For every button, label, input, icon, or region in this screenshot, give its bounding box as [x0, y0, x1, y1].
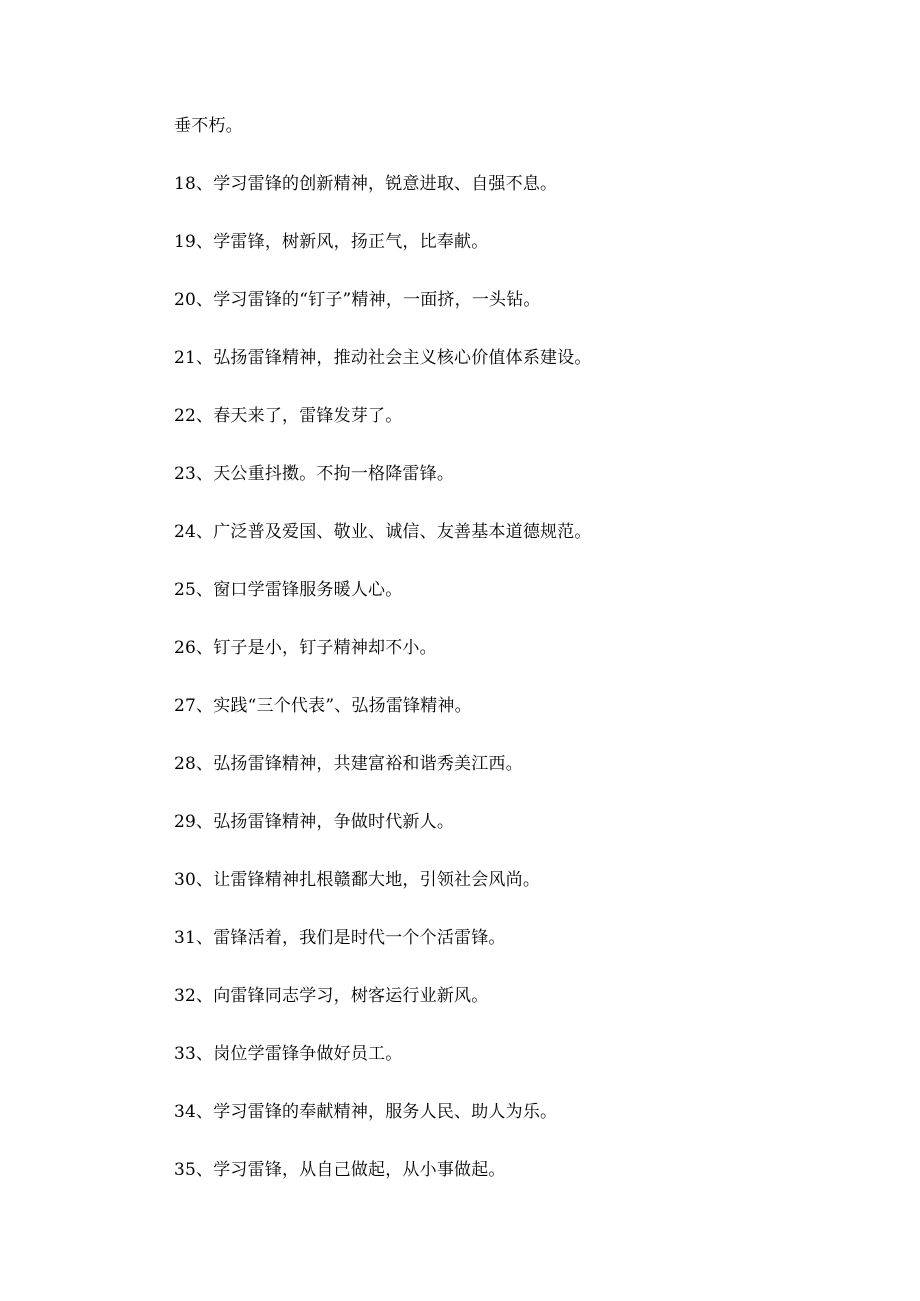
list-item: 19、学雷锋，树新风，扬正气，比奉献。	[174, 232, 489, 252]
list-item: 23、天公重抖擞。不拘一格降雷锋。	[174, 464, 455, 484]
list-item: 21、弘扬雷锋精神，推动社会主义核心价值体系建设。	[174, 348, 592, 368]
list-item: 29、弘扬雷锋精神，争做时代新人。	[174, 812, 455, 832]
list-item: 25、窗口学雷锋服务暖人心。	[174, 580, 403, 600]
list-item: 28、弘扬雷锋精神，共建富裕和谐秀美江西。	[174, 754, 523, 774]
list-item: 35、学习雷锋，从自己做起，从小事做起。	[174, 1160, 506, 1180]
list-item: 24、广泛普及爱国、敬业、诚信、友善基本道德规范。	[174, 522, 592, 542]
list-item: 34、学习雷锋的奉献精神，服务人民、助人为乐。	[174, 1102, 558, 1122]
text-line: 垂不朽。	[174, 116, 243, 136]
list-item: 18、学习雷锋的创新精神，锐意进取、自强不息。	[174, 174, 558, 194]
list-item: 27、实践“三个代表”、弘扬雷锋精神。	[174, 696, 472, 716]
list-item: 33、岗位学雷锋争做好员工。	[174, 1044, 403, 1064]
list-item: 22、春天来了，雷锋发芽了。	[174, 406, 403, 426]
list-item: 20、学习雷锋的“钉子”精神，一面挤，一头钻。	[174, 290, 541, 310]
list-item: 31、雷锋活着，我们是时代一个个活雷锋。	[174, 928, 506, 948]
list-item: 26、钉子是小，钉子精神却不小。	[174, 638, 437, 658]
list-item: 32、向雷锋同志学习，树客运行业新风。	[174, 986, 489, 1006]
list-item: 30、让雷锋精神扎根赣鄱大地，引领社会风尚。	[174, 870, 541, 890]
slogan-list	[174, 114, 874, 1216]
